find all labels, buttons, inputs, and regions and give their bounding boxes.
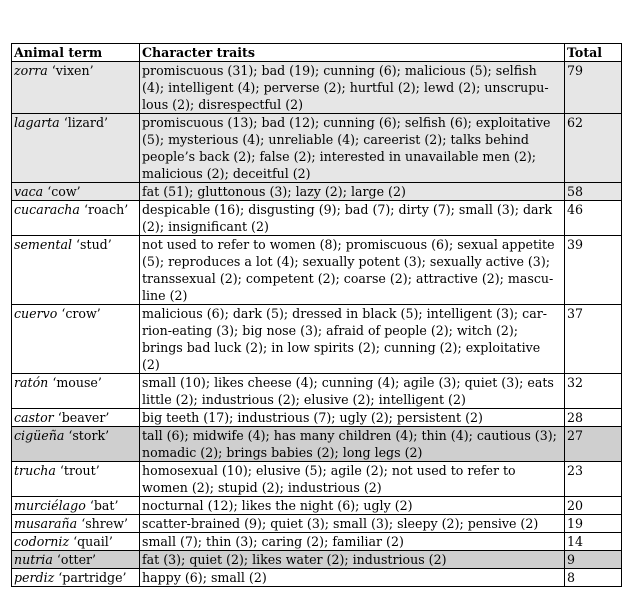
total-cell: 9 [565,551,622,569]
table-row [12,374,622,409]
total-cell: 14 [565,533,622,551]
animal-term: castor [14,410,54,425]
total-cell: 58 [565,183,622,201]
animal-traits-table [11,43,622,587]
character-traits-cell: big teeth (17); industrious (7); ugly (2); persistent (2) [140,409,565,427]
total-cell: 32 [565,374,622,409]
total-cell: 19 [565,515,622,533]
table-row [12,551,622,569]
animal-term-cell [12,183,140,201]
animal-gloss: ‘stork’ [68,428,110,443]
total-cell: 8 [565,569,622,587]
animal-gloss: ‘crow’ [61,306,101,321]
animal-term: nutria [14,552,53,567]
animal-term-cell [12,62,140,114]
animal-term-cell [12,114,140,183]
animal-gloss: ‘bat’ [89,498,119,513]
animal-gloss: ‘lizard’ [63,115,109,130]
header-character-traits: Character traits [140,44,565,62]
animal-term: trucha [14,463,56,478]
character-traits-cell: homosexual (10); elusive (5); agile (2); not used to refer to women (2); stupid (2); industrious (2) [140,462,565,497]
character-traits-cell: happy (6); small (2) [140,569,565,587]
table-row [12,236,622,305]
character-traits-cell: malicious (6); dark (5); dressed in black (5); intelligent (3); car-rion-eating (3); big nose (3); afraid of people (2); witch (2); brings bad luck (2); in low spirits (2); cunning (2); exploitative (2) [140,305,565,374]
animal-term-cell [12,533,140,551]
table-row [12,409,622,427]
animal-term: cigüeña [14,428,65,443]
character-traits-cell: promiscuous (13); bad (12); cunning (6); selfish (6); exploitative (5); mysterious (4); unreliable (4); careerist (2); talks behind people’s back (2); false (2); interested in unavailable men (2); malicious (2); deceitful (2) [140,114,565,183]
animal-term: ratón [14,375,49,390]
total-cell: 79 [565,62,622,114]
total-cell: 20 [565,497,622,515]
total-cell: 62 [565,114,622,183]
character-traits-cell: nocturnal (12); likes the night (6); ugly (2) [140,497,565,515]
animal-term-cell [12,497,140,515]
animal-term: cucaracha [14,202,80,217]
animal-gloss: ‘beaver’ [57,410,110,425]
table-row [12,62,622,114]
character-traits-cell: promiscuous (31); bad (19); cunning (6); malicious (5); selfish (4); intelligent (4); perverse (2); hurtful (2); lewd (2); unscrupu-lous (2); disrespectful (2) [140,62,565,114]
animal-term: vaca [14,184,44,199]
animal-gloss: ‘quail’ [73,534,113,549]
table-row [12,462,622,497]
animal-term: semental [14,237,73,252]
animal-gloss: ‘otter’ [56,552,97,567]
animal-term-cell [12,409,140,427]
animal-term: cuervo [14,306,58,321]
header-animal-term: Animal term [12,44,140,62]
animal-gloss: ‘trout’ [59,463,100,478]
total-cell: 27 [565,427,622,462]
animal-term-cell [12,515,140,533]
animal-term-cell [12,551,140,569]
animal-term: perdiz [14,570,55,585]
table-row [12,427,622,462]
header-row [12,44,622,62]
table-row [12,183,622,201]
table-row [12,497,622,515]
animal-gloss: ‘vixen’ [51,63,94,78]
total-cell: 37 [565,305,622,374]
character-traits-cell: small (7); thin (3); caring (2); familiar (2) [140,533,565,551]
animal-gloss: ‘stud’ [76,237,112,252]
total-cell: 46 [565,201,622,236]
animal-gloss: ‘partridge’ [58,570,127,585]
animal-term-cell [12,427,140,462]
animal-term: murciélago [14,498,86,513]
header-total: Total [565,44,622,62]
character-traits-cell: small (10); likes cheese (4); cunning (4); agile (3); quiet (3); eats little (2); industrious (2); elusive (2); intelligent (2) [140,374,565,409]
table-row [12,305,622,374]
animal-term: zorra [14,63,48,78]
total-cell: 28 [565,409,622,427]
animal-term: codorniz [14,534,70,549]
animal-term: musaraña [14,516,78,531]
table-row [12,201,622,236]
total-cell: 39 [565,236,622,305]
animal-term-cell [12,236,140,305]
animal-term-cell [12,462,140,497]
animal-term: lagarta [14,115,60,130]
table-body [12,62,622,587]
table-row [12,569,622,587]
total-cell: 23 [565,462,622,497]
character-traits-cell: tall (6); midwife (4); has many children (4); thin (4); cautious (3); nomadic (2); brings babies (2); long legs (2) [140,427,565,462]
animal-term-cell [12,305,140,374]
animal-term-cell [12,201,140,236]
character-traits-cell: scatter-brained (9); quiet (3); small (3); sleepy (2); pensive (2) [140,515,565,533]
animal-gloss: ‘roach’ [83,202,129,217]
character-traits-cell: despicable (16); disgusting (9); bad (7); dirty (7); small (3); dark (2); insignificant (2) [140,201,565,236]
character-traits-cell: not used to refer to women (8); promiscuous (6); sexual appetite (5); reproduces a lot (4); sexually potent (3); sexually active (3); transsexual (2); competent (2); coarse (2); attractive (2); mascu- line (2) [140,236,565,305]
character-traits-cell: fat (3); quiet (2); likes water (2); industrious (2) [140,551,565,569]
animal-gloss: ‘mouse’ [52,375,102,390]
table-row [12,515,622,533]
animal-term-cell [12,569,140,587]
character-traits-cell: fat (51); gluttonous (3); lazy (2); large (2) [140,183,565,201]
animal-gloss: ‘cow’ [47,184,81,199]
table-row [12,533,622,551]
animal-term-cell [12,374,140,409]
animal-gloss: ‘shrew’ [81,516,129,531]
table-row [12,114,622,183]
